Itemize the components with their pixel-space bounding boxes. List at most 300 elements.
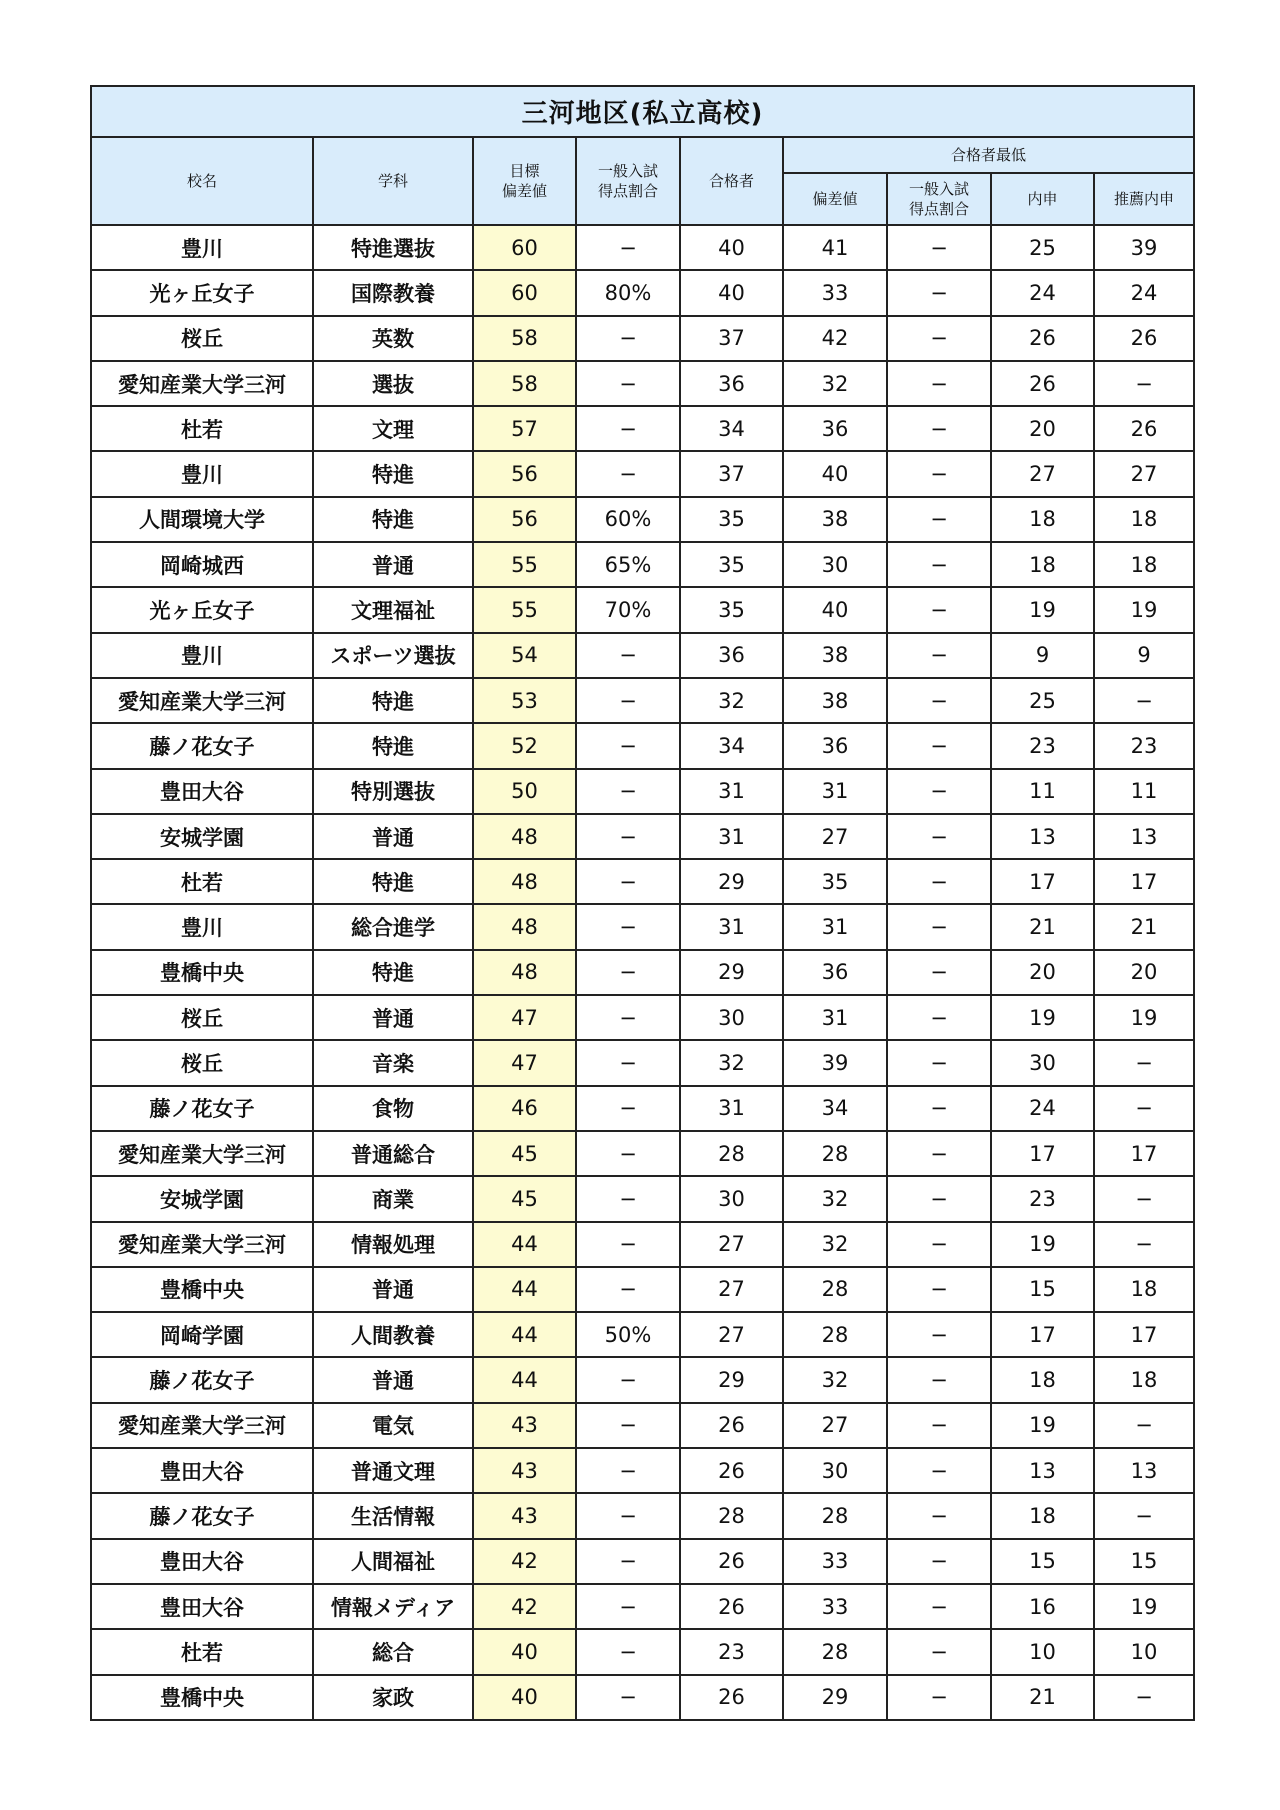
- cell-min-general-ratio: −: [887, 225, 991, 270]
- cell-passers: 34: [680, 406, 783, 451]
- cell-target-deviation: 48: [473, 904, 576, 949]
- table-row: [91, 904, 1194, 949]
- cell-min-general-ratio: −: [887, 361, 991, 406]
- cell-target-deviation: 42: [473, 1584, 576, 1629]
- cell-school: 杜若: [91, 859, 313, 904]
- cell-passers: 27: [680, 1222, 783, 1267]
- cell-min-suisen-naishin: 18: [1094, 1357, 1194, 1402]
- cell-target-deviation: 44: [473, 1312, 576, 1357]
- cell-min-general-ratio: −: [887, 678, 991, 723]
- cell-target-deviation: 40: [473, 1629, 576, 1674]
- header-dept: 学科: [313, 137, 473, 225]
- cell-dept: 総合進学: [313, 904, 473, 949]
- cell-general-ratio: −: [576, 1086, 680, 1131]
- table-row: [91, 678, 1194, 723]
- cell-target-deviation: 48: [473, 859, 576, 904]
- cell-passers: 37: [680, 451, 783, 496]
- table-row: [91, 1176, 1194, 1221]
- cell-min-suisen-naishin: −: [1094, 1403, 1194, 1448]
- cell-min-general-ratio: −: [887, 1584, 991, 1629]
- cell-school: 藤ノ花女子: [91, 1493, 313, 1538]
- cell-general-ratio: −: [576, 1584, 680, 1629]
- cell-min-naishin: 24: [991, 1086, 1094, 1131]
- table-row: [91, 451, 1194, 496]
- table-row: [91, 1040, 1194, 1085]
- cell-min-general-ratio: −: [887, 1493, 991, 1538]
- cell-passers: 28: [680, 1131, 783, 1176]
- cell-min-naishin: 17: [991, 859, 1094, 904]
- cell-school: 岡崎城西: [91, 542, 313, 587]
- cell-min-naishin: 30: [991, 1040, 1094, 1085]
- table-row: [91, 316, 1194, 361]
- cell-general-ratio: −: [576, 406, 680, 451]
- cell-dept: 選抜: [313, 361, 473, 406]
- cell-target-deviation: 60: [473, 270, 576, 315]
- cell-school: 桜丘: [91, 1040, 313, 1085]
- cell-target-deviation: 43: [473, 1403, 576, 1448]
- cell-min-suisen-naishin: 20: [1094, 950, 1194, 995]
- table-row: [91, 1584, 1194, 1629]
- cell-target-deviation: 40: [473, 1675, 576, 1720]
- cell-general-ratio: −: [576, 1493, 680, 1538]
- cell-general-ratio: −: [576, 723, 680, 768]
- header-target-deviation: 目標 偏差値: [473, 137, 576, 225]
- table-row: [91, 361, 1194, 406]
- cell-min-deviation: 28: [783, 1493, 887, 1538]
- cell-passers: 26: [680, 1584, 783, 1629]
- cell-min-suisen-naishin: 26: [1094, 316, 1194, 361]
- cell-dept: 普通: [313, 1267, 473, 1312]
- cell-school: 藤ノ花女子: [91, 1086, 313, 1131]
- cell-general-ratio: −: [576, 1629, 680, 1674]
- header-min-naishin: 内申: [991, 173, 1094, 225]
- cell-min-deviation: 29: [783, 1675, 887, 1720]
- table-row: [91, 995, 1194, 1040]
- cell-general-ratio: −: [576, 361, 680, 406]
- cell-general-ratio: −: [576, 678, 680, 723]
- cell-school: 豊田大谷: [91, 1584, 313, 1629]
- cell-school: 豊川: [91, 451, 313, 496]
- cell-min-naishin: 20: [991, 406, 1094, 451]
- cell-min-general-ratio: −: [887, 1176, 991, 1221]
- cell-passers: 23: [680, 1629, 783, 1674]
- cell-min-suisen-naishin: −: [1094, 678, 1194, 723]
- cell-school: 豊田大谷: [91, 1539, 313, 1584]
- cell-min-suisen-naishin: 17: [1094, 1312, 1194, 1357]
- cell-min-deviation: 30: [783, 1448, 887, 1493]
- cell-min-general-ratio: −: [887, 769, 991, 814]
- cell-min-general-ratio: −: [887, 723, 991, 768]
- cell-general-ratio: −: [576, 1357, 680, 1402]
- cell-general-ratio: −: [576, 859, 680, 904]
- cell-general-ratio: −: [576, 1403, 680, 1448]
- cell-school: 光ヶ丘女子: [91, 587, 313, 632]
- cell-min-general-ratio: −: [887, 1448, 991, 1493]
- cell-target-deviation: 46: [473, 1086, 576, 1131]
- cell-passers: 29: [680, 950, 783, 995]
- cell-min-suisen-naishin: 10: [1094, 1629, 1194, 1674]
- cell-min-suisen-naishin: −: [1094, 1222, 1194, 1267]
- cell-school: 豊橋中央: [91, 1267, 313, 1312]
- cell-school: 豊川: [91, 904, 313, 949]
- cell-min-naishin: 19: [991, 1222, 1094, 1267]
- cell-school: 愛知産業大学三河: [91, 678, 313, 723]
- table-row: [91, 587, 1194, 632]
- cell-target-deviation: 57: [473, 406, 576, 451]
- cell-min-suisen-naishin: 17: [1094, 1131, 1194, 1176]
- cell-min-suisen-naishin: −: [1094, 361, 1194, 406]
- cell-min-deviation: 36: [783, 723, 887, 768]
- cell-dept: 特進: [313, 497, 473, 542]
- cell-min-deviation: 33: [783, 1539, 887, 1584]
- cell-min-general-ratio: −: [887, 497, 991, 542]
- cell-passers: 37: [680, 316, 783, 361]
- cell-passers: 40: [680, 225, 783, 270]
- cell-min-naishin: 13: [991, 814, 1094, 859]
- cell-dept: 家政: [313, 1675, 473, 1720]
- cell-min-general-ratio: −: [887, 1357, 991, 1402]
- cell-passers: 32: [680, 1040, 783, 1085]
- cell-passers: 32: [680, 678, 783, 723]
- cell-min-suisen-naishin: 19: [1094, 1584, 1194, 1629]
- cell-general-ratio: −: [576, 225, 680, 270]
- header-passers: 合格者: [680, 137, 783, 225]
- cell-dept: 電気: [313, 1403, 473, 1448]
- cell-min-general-ratio: −: [887, 587, 991, 632]
- cell-target-deviation: 58: [473, 316, 576, 361]
- cell-min-general-ratio: −: [887, 406, 991, 451]
- cell-general-ratio: −: [576, 451, 680, 496]
- cell-min-naishin: 26: [991, 316, 1094, 361]
- cell-school: 豊田大谷: [91, 1448, 313, 1493]
- cell-min-suisen-naishin: −: [1094, 1040, 1194, 1085]
- cell-min-naishin: 23: [991, 723, 1094, 768]
- cell-dept: 特進: [313, 451, 473, 496]
- cell-min-suisen-naishin: 26: [1094, 406, 1194, 451]
- cell-min-deviation: 40: [783, 587, 887, 632]
- cell-min-general-ratio: −: [887, 1539, 991, 1584]
- cell-dept: 総合: [313, 1629, 473, 1674]
- cell-school: 藤ノ花女子: [91, 1357, 313, 1402]
- table-row: [91, 1222, 1194, 1267]
- cell-min-deviation: 41: [783, 225, 887, 270]
- cell-min-naishin: 15: [991, 1267, 1094, 1312]
- cell-school: 人間環境大学: [91, 497, 313, 542]
- cell-passers: 31: [680, 904, 783, 949]
- cell-dept: 文理: [313, 406, 473, 451]
- cell-dept: 特進選抜: [313, 225, 473, 270]
- table-row: [91, 1267, 1194, 1312]
- table-row: [91, 1131, 1194, 1176]
- cell-school: 桜丘: [91, 316, 313, 361]
- cell-min-suisen-naishin: −: [1094, 1675, 1194, 1720]
- cell-min-deviation: 35: [783, 859, 887, 904]
- cell-school: 豊橋中央: [91, 1675, 313, 1720]
- table-row: [91, 814, 1194, 859]
- cell-passers: 29: [680, 859, 783, 904]
- cell-passers: 31: [680, 814, 783, 859]
- cell-min-suisen-naishin: 18: [1094, 497, 1194, 542]
- cell-target-deviation: 60: [473, 225, 576, 270]
- table-row: [91, 1086, 1194, 1131]
- cell-dept: 英数: [313, 316, 473, 361]
- cell-min-suisen-naishin: 18: [1094, 1267, 1194, 1312]
- cell-min-suisen-naishin: 23: [1094, 723, 1194, 768]
- cell-passers: 30: [680, 995, 783, 1040]
- header-min-suisen-naishin: 推薦内申: [1094, 173, 1194, 225]
- table-row: [91, 1403, 1194, 1448]
- cell-school: 豊川: [91, 633, 313, 678]
- cell-passers: 36: [680, 361, 783, 406]
- cell-target-deviation: 58: [473, 361, 576, 406]
- cell-min-suisen-naishin: 9: [1094, 633, 1194, 678]
- cell-min-naishin: 19: [991, 995, 1094, 1040]
- cell-school: 杜若: [91, 406, 313, 451]
- cell-target-deviation: 44: [473, 1267, 576, 1312]
- table-row: [91, 542, 1194, 587]
- table-row: [91, 1312, 1194, 1357]
- cell-dept: 普通: [313, 542, 473, 587]
- cell-min-deviation: 42: [783, 316, 887, 361]
- cell-min-naishin: 25: [991, 225, 1094, 270]
- cell-min-naishin: 20: [991, 950, 1094, 995]
- cell-min-deviation: 32: [783, 361, 887, 406]
- cell-min-naishin: 23: [991, 1176, 1094, 1221]
- cell-min-deviation: 36: [783, 406, 887, 451]
- table-row: [91, 225, 1194, 270]
- cell-min-general-ratio: −: [887, 1040, 991, 1085]
- cell-passers: 26: [680, 1403, 783, 1448]
- cell-general-ratio: −: [576, 995, 680, 1040]
- cell-min-deviation: 31: [783, 769, 887, 814]
- cell-target-deviation: 52: [473, 723, 576, 768]
- cell-school: 安城学園: [91, 1176, 313, 1221]
- cell-passers: 29: [680, 1357, 783, 1402]
- cell-min-deviation: 38: [783, 497, 887, 542]
- cell-target-deviation: 54: [473, 633, 576, 678]
- cell-school: 藤ノ花女子: [91, 723, 313, 768]
- cell-general-ratio: 80%: [576, 270, 680, 315]
- cell-target-deviation: 44: [473, 1222, 576, 1267]
- cell-dept: 情報メディア: [313, 1584, 473, 1629]
- cell-min-suisen-naishin: 39: [1094, 225, 1194, 270]
- cell-min-general-ratio: −: [887, 633, 991, 678]
- cell-min-deviation: 28: [783, 1312, 887, 1357]
- table-row: [91, 406, 1194, 451]
- cell-min-suisen-naishin: 13: [1094, 1448, 1194, 1493]
- cell-min-deviation: 28: [783, 1131, 887, 1176]
- cell-min-general-ratio: −: [887, 859, 991, 904]
- cell-min-deviation: 38: [783, 678, 887, 723]
- cell-min-deviation: 27: [783, 1403, 887, 1448]
- cell-general-ratio: 70%: [576, 587, 680, 632]
- cell-min-deviation: 31: [783, 904, 887, 949]
- cell-dept: 特進: [313, 950, 473, 995]
- cell-min-general-ratio: −: [887, 1312, 991, 1357]
- table-row: [91, 1357, 1194, 1402]
- table-row: [91, 497, 1194, 542]
- cell-target-deviation: 48: [473, 814, 576, 859]
- cell-passers: 34: [680, 723, 783, 768]
- cell-min-naishin: 18: [991, 497, 1094, 542]
- cell-min-suisen-naishin: 19: [1094, 995, 1194, 1040]
- cell-min-deviation: 33: [783, 1584, 887, 1629]
- cell-target-deviation: 44: [473, 1357, 576, 1402]
- cell-min-deviation: 36: [783, 950, 887, 995]
- cell-min-general-ratio: −: [887, 950, 991, 995]
- cell-min-naishin: 16: [991, 1584, 1094, 1629]
- cell-min-naishin: 21: [991, 1675, 1094, 1720]
- cell-passers: 28: [680, 1493, 783, 1538]
- cell-general-ratio: −: [576, 316, 680, 361]
- cell-min-general-ratio: −: [887, 542, 991, 587]
- header-school: 校名: [91, 137, 313, 225]
- cell-min-suisen-naishin: 15: [1094, 1539, 1194, 1584]
- cell-school: 愛知産業大学三河: [91, 361, 313, 406]
- cell-school: 光ヶ丘女子: [91, 270, 313, 315]
- cell-dept: 特別選抜: [313, 769, 473, 814]
- header-min-group: 合格者最低: [783, 137, 1194, 173]
- cell-target-deviation: 43: [473, 1493, 576, 1538]
- cell-min-naishin: 27: [991, 451, 1094, 496]
- cell-target-deviation: 53: [473, 678, 576, 723]
- cell-target-deviation: 43: [473, 1448, 576, 1493]
- cell-dept: 特進: [313, 678, 473, 723]
- cell-dept: 普通: [313, 995, 473, 1040]
- cell-min-deviation: 38: [783, 633, 887, 678]
- cell-dept: 人間福祉: [313, 1539, 473, 1584]
- table-row: [91, 270, 1194, 315]
- cell-passers: 40: [680, 270, 783, 315]
- table-body: [91, 225, 1194, 1720]
- cell-passers: 35: [680, 497, 783, 542]
- cell-min-deviation: 32: [783, 1176, 887, 1221]
- cell-min-naishin: 26: [991, 361, 1094, 406]
- table-row: [91, 723, 1194, 768]
- cell-school: 愛知産業大学三河: [91, 1222, 313, 1267]
- cell-min-general-ratio: −: [887, 995, 991, 1040]
- cell-min-deviation: 32: [783, 1357, 887, 1402]
- cell-general-ratio: −: [576, 1539, 680, 1584]
- cell-min-suisen-naishin: −: [1094, 1176, 1194, 1221]
- table-row: [91, 1675, 1194, 1720]
- cell-min-naishin: 18: [991, 1493, 1094, 1538]
- cell-general-ratio: −: [576, 633, 680, 678]
- cell-passers: 35: [680, 587, 783, 632]
- cell-school: 愛知産業大学三河: [91, 1403, 313, 1448]
- cell-min-general-ratio: −: [887, 1222, 991, 1267]
- cell-target-deviation: 47: [473, 995, 576, 1040]
- cell-min-suisen-naishin: 11: [1094, 769, 1194, 814]
- cell-passers: 27: [680, 1312, 783, 1357]
- cell-min-suisen-naishin: 24: [1094, 270, 1194, 315]
- cell-min-deviation: 28: [783, 1629, 887, 1674]
- cell-passers: 26: [680, 1675, 783, 1720]
- cell-min-general-ratio: −: [887, 1086, 991, 1131]
- cell-min-general-ratio: −: [887, 814, 991, 859]
- cell-min-deviation: 39: [783, 1040, 887, 1085]
- cell-general-ratio: −: [576, 950, 680, 995]
- cell-general-ratio: −: [576, 1448, 680, 1493]
- cell-target-deviation: 55: [473, 542, 576, 587]
- cell-min-suisen-naishin: −: [1094, 1086, 1194, 1131]
- cell-dept: スポーツ選抜: [313, 633, 473, 678]
- cell-min-suisen-naishin: 21: [1094, 904, 1194, 949]
- table-row: [91, 950, 1194, 995]
- cell-school: 岡崎学園: [91, 1312, 313, 1357]
- cell-target-deviation: 48: [473, 950, 576, 995]
- cell-target-deviation: 45: [473, 1176, 576, 1221]
- cell-min-deviation: 32: [783, 1222, 887, 1267]
- cell-dept: 食物: [313, 1086, 473, 1131]
- cell-min-suisen-naishin: 18: [1094, 542, 1194, 587]
- cell-min-deviation: 30: [783, 542, 887, 587]
- cell-min-naishin: 19: [991, 1403, 1094, 1448]
- cell-dept: 普通総合: [313, 1131, 473, 1176]
- cell-school: 豊川: [91, 225, 313, 270]
- cell-min-general-ratio: −: [887, 270, 991, 315]
- cell-min-general-ratio: −: [887, 904, 991, 949]
- cell-min-deviation: 31: [783, 995, 887, 1040]
- table-row: [91, 1493, 1194, 1538]
- cell-passers: 26: [680, 1539, 783, 1584]
- cell-school: 安城学園: [91, 814, 313, 859]
- cell-min-naishin: 13: [991, 1448, 1094, 1493]
- cell-min-naishin: 15: [991, 1539, 1094, 1584]
- cell-passers: 31: [680, 1086, 783, 1131]
- cell-min-general-ratio: −: [887, 1131, 991, 1176]
- cell-passers: 35: [680, 542, 783, 587]
- cell-min-naishin: 17: [991, 1131, 1094, 1176]
- table-row: [91, 769, 1194, 814]
- cell-min-general-ratio: −: [887, 1629, 991, 1674]
- cell-min-general-ratio: −: [887, 316, 991, 361]
- cell-dept: 商業: [313, 1176, 473, 1221]
- cell-dept: 生活情報: [313, 1493, 473, 1538]
- cell-general-ratio: −: [576, 1176, 680, 1221]
- cell-min-naishin: 25: [991, 678, 1094, 723]
- header-min-general-ratio: 一般入試 得点割合: [887, 173, 991, 225]
- cell-dept: 国際教養: [313, 270, 473, 315]
- cell-min-suisen-naishin: 13: [1094, 814, 1194, 859]
- cell-general-ratio: −: [576, 1131, 680, 1176]
- cell-dept: 音楽: [313, 1040, 473, 1085]
- cell-min-general-ratio: −: [887, 1267, 991, 1312]
- table-title: 三河地区(私立高校): [91, 86, 1194, 137]
- cell-passers: 36: [680, 633, 783, 678]
- cell-min-deviation: 34: [783, 1086, 887, 1131]
- cell-general-ratio: 65%: [576, 542, 680, 587]
- cell-general-ratio: −: [576, 904, 680, 949]
- cell-min-naishin: 19: [991, 587, 1094, 632]
- cell-target-deviation: 42: [473, 1539, 576, 1584]
- cell-passers: 27: [680, 1267, 783, 1312]
- cell-min-deviation: 27: [783, 814, 887, 859]
- table-row: [91, 1448, 1194, 1493]
- cell-min-naishin: 9: [991, 633, 1094, 678]
- cell-min-suisen-naishin: 19: [1094, 587, 1194, 632]
- cell-min-naishin: 18: [991, 542, 1094, 587]
- cell-passers: 26: [680, 1448, 783, 1493]
- cell-general-ratio: −: [576, 814, 680, 859]
- cell-school: 愛知産業大学三河: [91, 1131, 313, 1176]
- cell-dept: 普通: [313, 1357, 473, 1402]
- table-row: [91, 859, 1194, 904]
- cell-target-deviation: 56: [473, 497, 576, 542]
- cell-target-deviation: 50: [473, 769, 576, 814]
- cell-dept: 情報処理: [313, 1222, 473, 1267]
- cell-general-ratio: −: [576, 1040, 680, 1085]
